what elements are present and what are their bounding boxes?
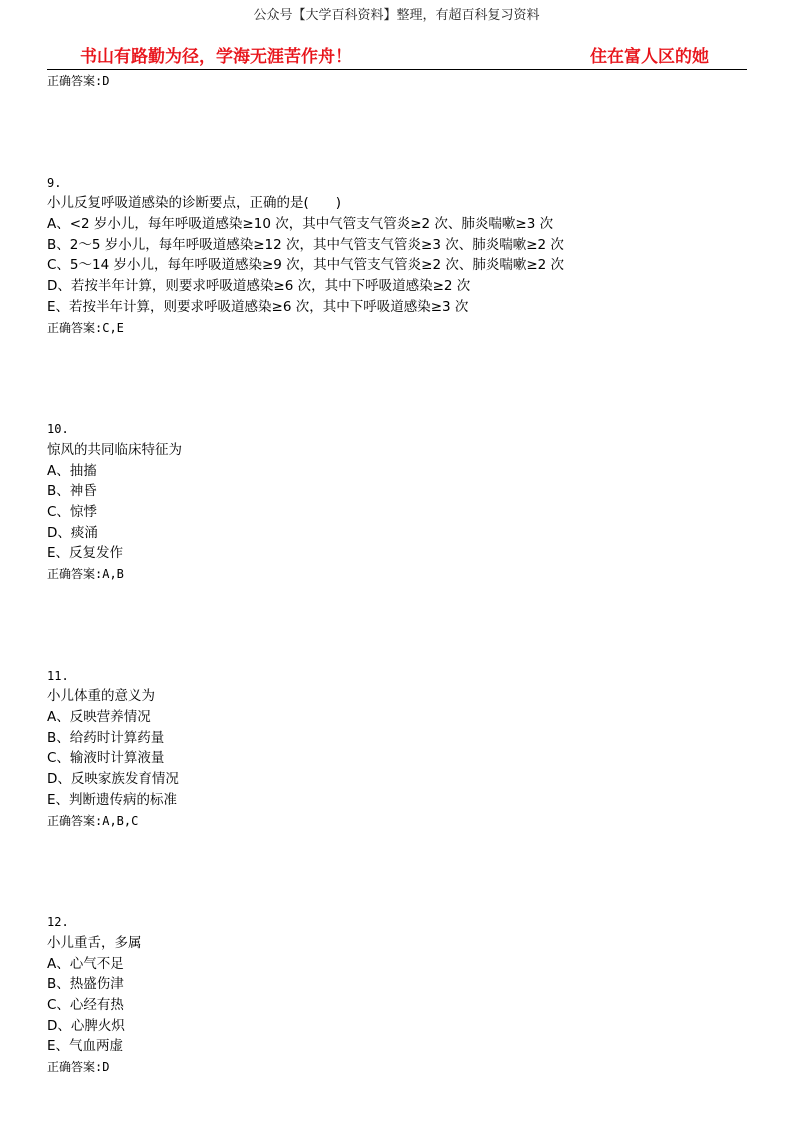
option-d: D、痰涌 xyxy=(47,524,98,541)
option-e: E、若按半年计算，则要求呼吸道感染≥6 次，其中下呼吸道感染≥3 次 xyxy=(47,298,469,315)
question-10 xyxy=(47,419,747,585)
correct-answer: 正确答案:A,B xyxy=(47,567,124,581)
option-d: D、反映家族发育情况 xyxy=(47,771,179,788)
previous-answer: 正确答案:D xyxy=(47,74,110,88)
option-c: C、惊悸 xyxy=(47,503,97,520)
option-c: C、5～14 岁小儿，每年呼吸道感染≥9 次，其中气管支气管炎≥2 次、肺炎喘嗽≥2 次 xyxy=(47,257,565,274)
option-e: E、反复发作 xyxy=(47,545,124,562)
option-a: A、<2 岁小儿，每年呼吸道感染≥10 次，其中气管支气管炎≥2 次、肺炎喘嗽≥3 次 xyxy=(47,216,554,233)
page-top-note: 公众号【大学百科资料】整理，有超百科复习资料 xyxy=(253,8,540,23)
header-divider xyxy=(47,69,747,70)
question-9 xyxy=(47,173,747,339)
option-a: A、反映营养情况 xyxy=(47,709,151,726)
option-c: C、心经有热 xyxy=(47,996,124,1013)
question-12 xyxy=(47,912,747,1078)
question-number: 11. xyxy=(47,668,69,683)
option-c: C、输液时计算液量 xyxy=(47,750,165,767)
option-b: B、热盛伤津 xyxy=(47,976,124,993)
option-d: D、若按半年计算，则要求呼吸道感染≥6 次，其中下呼吸道感染≥2 次 xyxy=(47,278,471,295)
question-number: 9. xyxy=(47,175,62,190)
question-number: 12. xyxy=(47,915,69,930)
question-11 xyxy=(47,666,747,832)
option-d: D、心脾火炽 xyxy=(47,1017,125,1034)
correct-answer: 正确答案:A,B,C xyxy=(47,813,139,828)
question-stem: 小儿重舌，多属 xyxy=(47,934,142,951)
option-a: A、心气不足 xyxy=(47,955,124,972)
question-stem: 惊风的共同临床特征为 xyxy=(47,441,182,458)
option-e: E、气血两虚 xyxy=(47,1038,124,1055)
correct-answer: 正确答案:D xyxy=(47,1060,110,1074)
header-motto-left: 书山有路勤为径，学海无涯苦作舟！ xyxy=(80,47,352,67)
correct-answer: 正确答案:C,E xyxy=(47,320,124,335)
header-motto-right: 住在富人区的她 xyxy=(590,47,709,67)
option-b: B、2～5 岁小儿，每年呼吸道感染≥12 次，其中气管支气管炎≥3 次、肺炎喘嗽≥2 次 xyxy=(47,236,564,253)
option-b: B、给药时计算药量 xyxy=(47,729,165,746)
option-a: A、抽搐 xyxy=(47,462,97,479)
option-b: B、神昏 xyxy=(47,483,97,500)
document-body xyxy=(47,71,747,1078)
option-e: E、判断遗传病的标准 xyxy=(47,791,178,808)
question-number: 10. xyxy=(47,422,69,437)
question-stem: 小儿反复呼吸道感染的诊断要点，正确的是( ) xyxy=(47,195,342,212)
question-stem: 小儿体重的意义为 xyxy=(47,688,155,705)
